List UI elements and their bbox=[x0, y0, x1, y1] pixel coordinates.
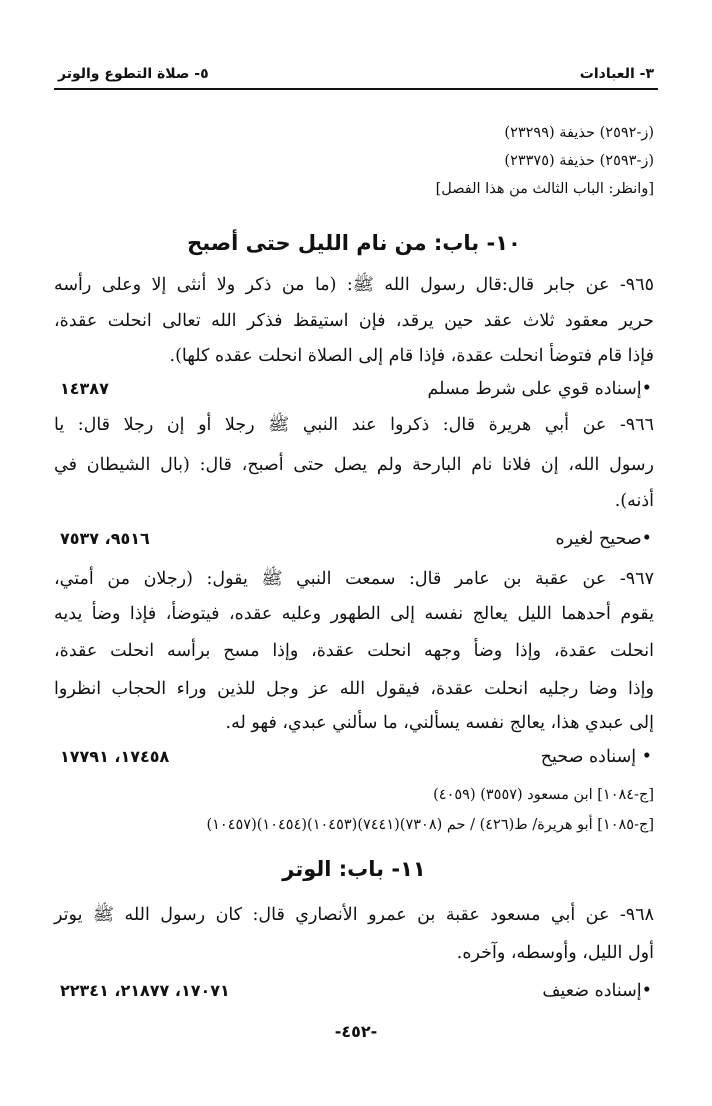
hadith-966-grade-row bbox=[54, 526, 654, 552]
hadith-965-refs: ١٤٣٨٧ bbox=[60, 379, 109, 398]
header-section-title: ٣- العبادات bbox=[579, 66, 654, 82]
hadith-967-line: إلى عبدي هذا، يعالج نفسه يسألني، ما سألني عبدي، فهو له. bbox=[225, 713, 654, 733]
hadith-968-grade-row bbox=[54, 978, 654, 1004]
chapter-10-title: ١٠- باب: من نام الليل حتى أصبح bbox=[187, 231, 521, 255]
running-header bbox=[54, 64, 658, 88]
cross-reference: [ج-١٠٨٥] أبو هريرة/ ط(٤٢٦) / حم (٧٣٠٨)(٧٤٤١)(١٠٤٥٣)(١٠٤٥٤)(١٠٤٥٧) bbox=[206, 817, 654, 833]
hadith-965-line: ٩٦٥- عن جابر قال:قال رسول الله ﷺ: (ما من ذكر ولا أنثى إلا وعلى رأسه bbox=[54, 275, 654, 295]
cross-reference: [ج-١٠٨٤] ابن مسعود (٣٥٥٧) (٤٠٥٩) bbox=[433, 787, 654, 803]
page-number: -٤٥٢- bbox=[334, 1022, 378, 1041]
header-chapter-title: ٥- صلاة التطوع والوتر bbox=[58, 66, 209, 82]
hadith-968-grade: •إسناده ضعيف bbox=[542, 981, 652, 1001]
header-divider bbox=[54, 88, 658, 90]
reference-line: (ز-٢٥٩٣) حذيفة (٢٣٣٧٥) bbox=[504, 153, 654, 169]
hadith-967-grade-row bbox=[54, 744, 654, 770]
hadith-967-line: وإذا وضا رجليه انحلت عقدة، فيقول الله عز وجل للذين وراء الحجاب انظروا bbox=[54, 679, 654, 699]
hadith-966-line: أذنه). bbox=[614, 491, 654, 511]
hadith-967-line: يقوم أحدهما الليل يعالج نفسه إلى الطهور وعليه عقده، فيتوضأ، فإذا وضأ يديه bbox=[54, 604, 654, 624]
hadith-968-refs: ١٧٠٧١، ٢١٨٧٧، ٢٢٣٤١ bbox=[60, 981, 230, 1000]
hadith-967-line: ٩٦٧- عن عقبة بن عامر قال: سمعت النبي ﷺ يقول: (رجلان من أمتي، bbox=[54, 569, 654, 589]
hadith-966-grade: •صحيح لغيره bbox=[555, 529, 652, 549]
hadith-968-line: ٩٦٨- عن أبي مسعود عقبة بن عمرو الأنصاري قال: كان رسول الله ﷺ يوتر bbox=[54, 905, 654, 925]
hadith-965-grade-row bbox=[54, 376, 654, 402]
hadith-965-line: فإذا قام فتوضأ انحلت عقدة، فإذا قام إلى الصلاة انحلت عقده كلها). bbox=[169, 346, 654, 366]
hadith-965-grade: •إسناده قوي على شرط مسلم bbox=[427, 379, 652, 399]
hadith-967-line: انحلت عقدة، وإذا وضأ وجهه انحلت عقدة، وإذا مسح برأسه انحلت عقدة، bbox=[54, 641, 654, 661]
hadith-966-line: رسول الله، إن فلانا نام البارحة ولم يصل حتى أصبح، قال: (بال الشيطان في bbox=[54, 455, 654, 475]
hadith-968-line: أول الليل، وأوسطه، وآخره. bbox=[456, 943, 654, 963]
reference-note: [وانظر: الباب الثالث من هذا الفصل] bbox=[435, 181, 654, 197]
hadith-966-line: ٩٦٦- عن أبي هريرة قال: ذكروا عند النبي ﷺ رجلا أو إن رجلا قال: يا bbox=[54, 415, 654, 435]
hadith-965-line: حرير معقود ثلاث عقد حين يرقد، فإن استيقظ فذكر الله تعالى انحلت عقدة، bbox=[54, 311, 654, 331]
hadith-967-grade: • إسناده صحيح bbox=[540, 747, 652, 767]
hadith-967-refs: ١٧٤٥٨، ١٧٧٩١ bbox=[60, 747, 170, 766]
reference-line: (ز-٢٥٩٢) حذيفة (٢٣٢٩٩) bbox=[504, 125, 654, 141]
hadith-966-refs: ٩٥١٦، ٧٥٣٧ bbox=[60, 529, 150, 548]
chapter-11-title: ١١- باب: الوتر bbox=[282, 857, 426, 881]
